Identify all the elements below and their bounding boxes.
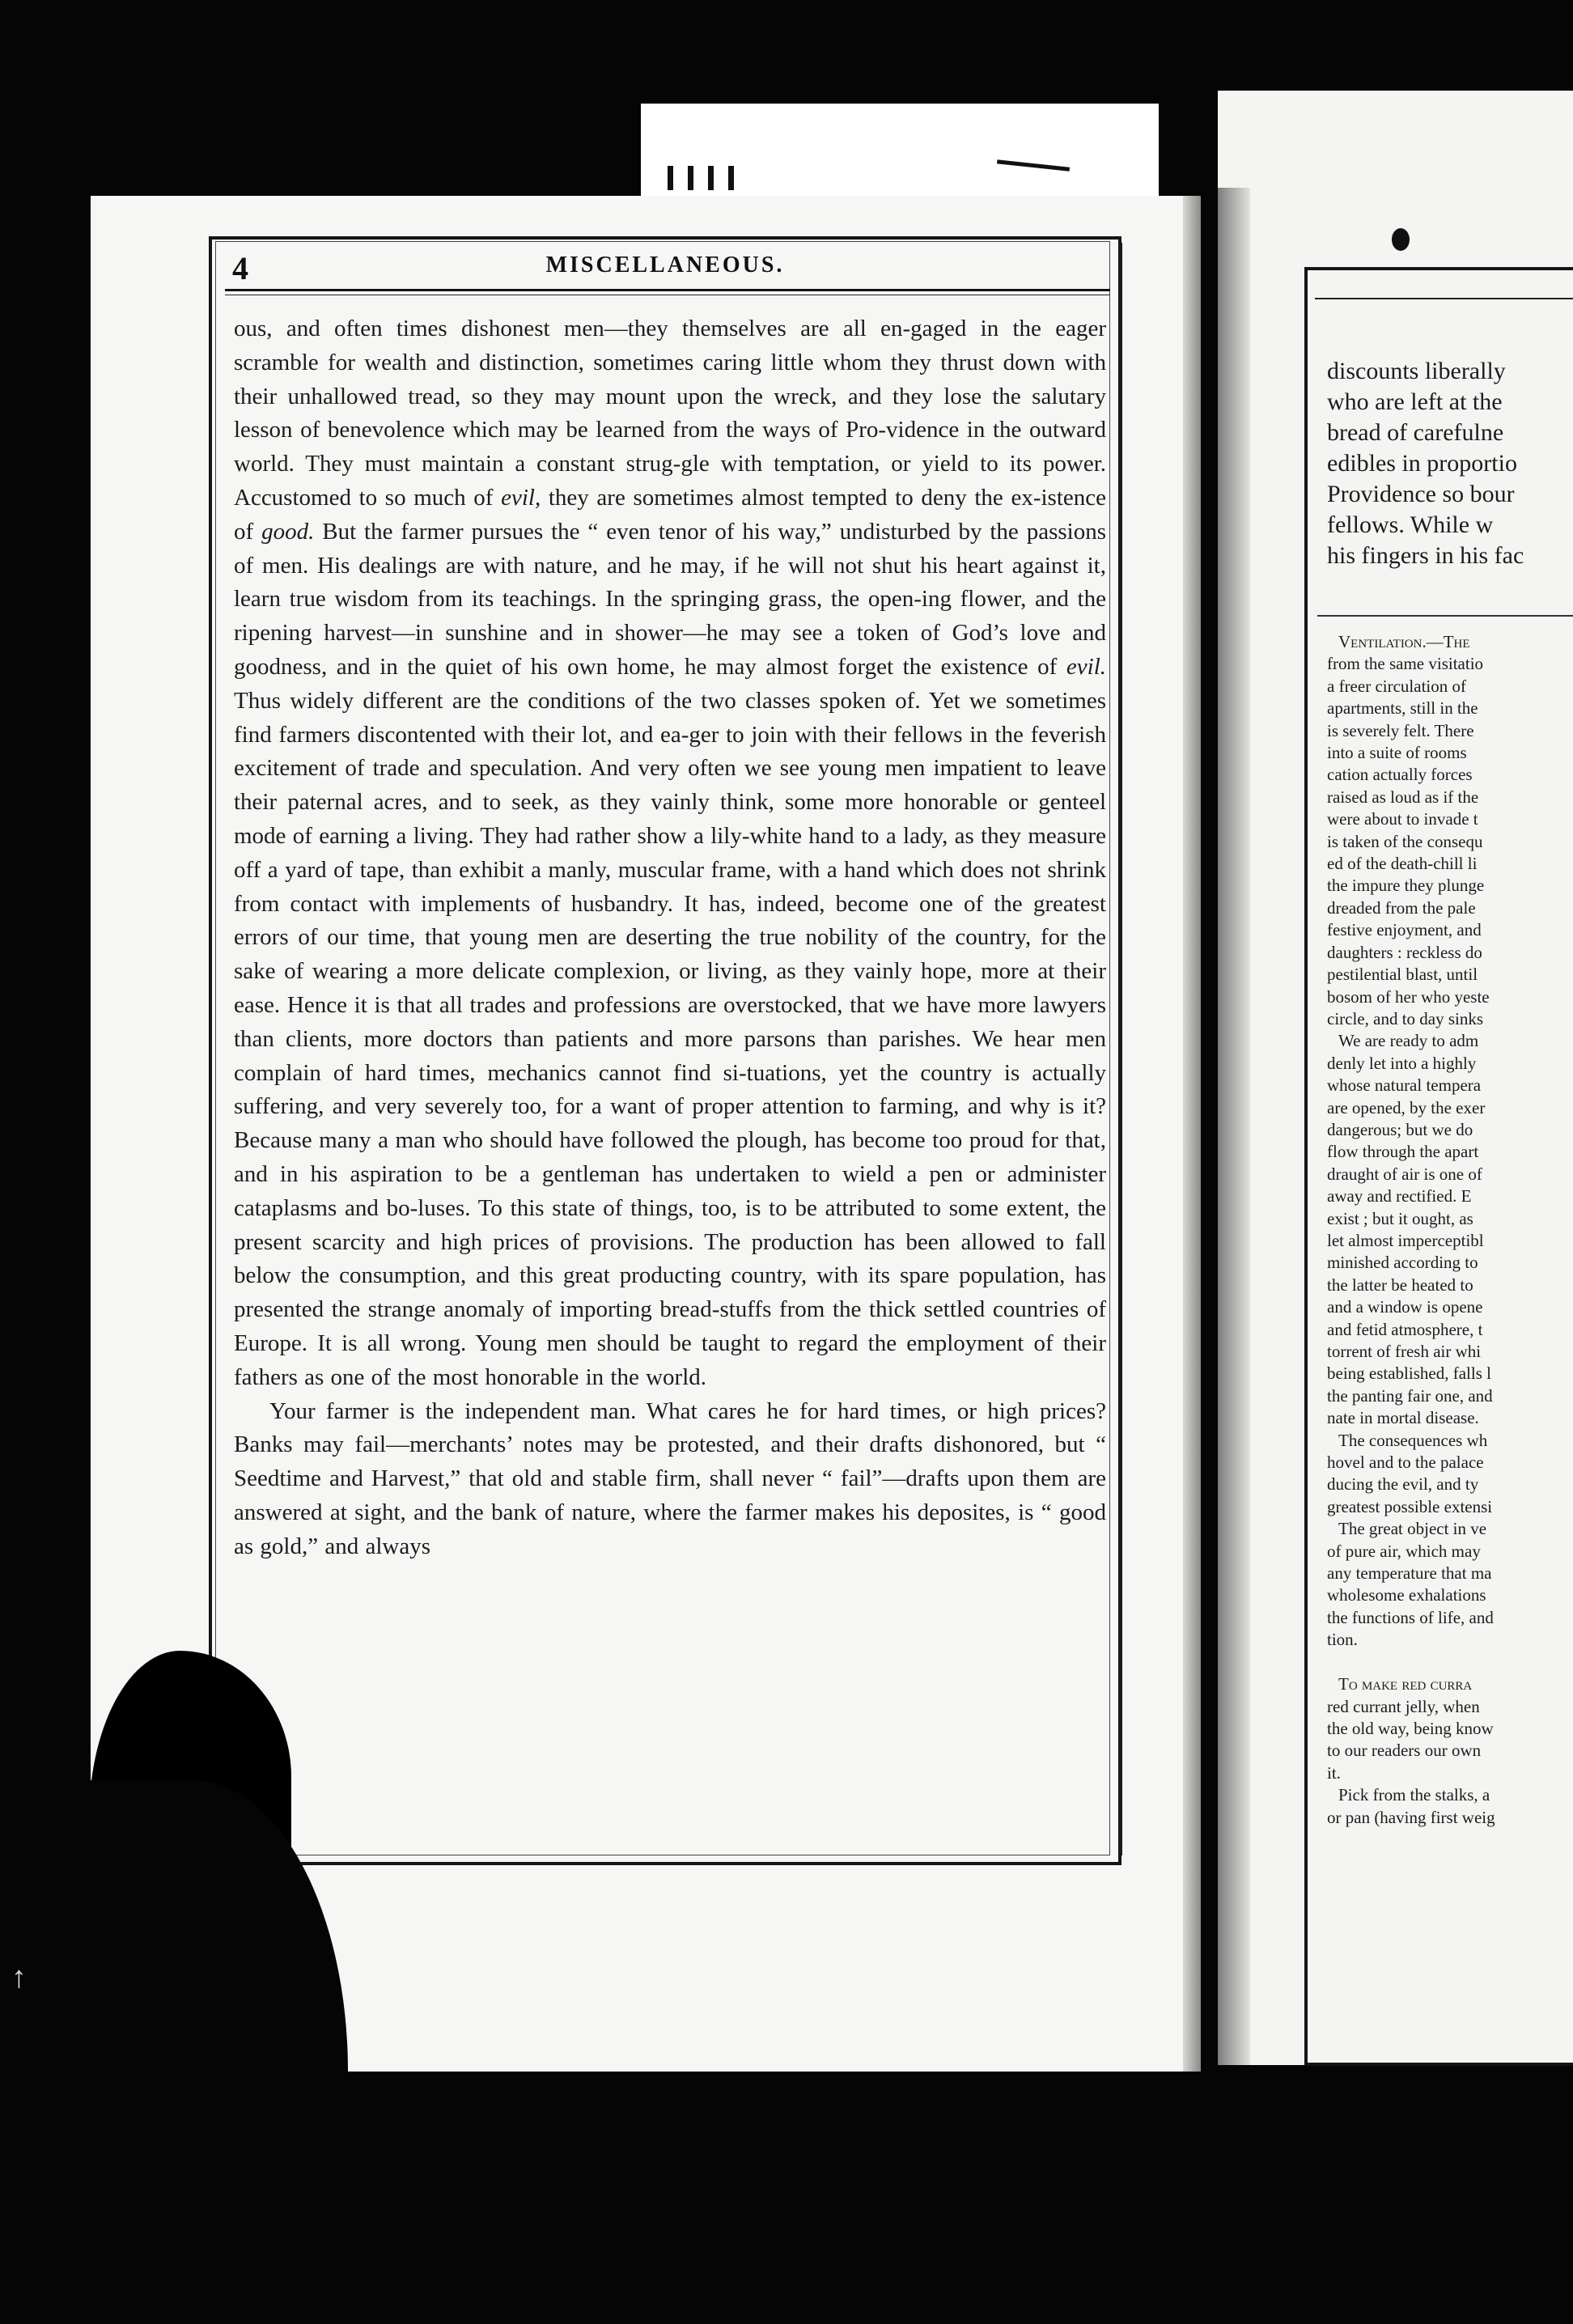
running-head: MISCELLANEOUS. [545, 252, 785, 278]
right-page-small-line: hovel and to the palace [1327, 1452, 1484, 1473]
right-page-small-line: The consequences wh [1338, 1430, 1488, 1450]
right-page-small-line [1327, 1652, 1573, 1673]
right-page-small-line: were about to invade t [1327, 809, 1478, 829]
right-page-small-line: flow through the apart [1327, 1142, 1479, 1162]
right-page-section-rule [1317, 615, 1573, 617]
right-page-small-line: draught of air is one of [1327, 1164, 1482, 1184]
article-body [234, 312, 1106, 1563]
right-page-small-text [1327, 631, 1573, 1829]
right-page-small-line: cation actually forces [1327, 765, 1473, 785]
right-page-small-line: tion. [1327, 1630, 1358, 1650]
right-page-small-line: raised as loud as if the [1327, 787, 1479, 807]
right-page-small-line: circle, and to day sinks [1327, 1008, 1484, 1028]
right-page-small-line: or pan (having first weig [1327, 1807, 1495, 1827]
right-page-line: his fingers in his fac [1327, 542, 1524, 569]
left-page-edge-shadow [1183, 196, 1201, 2072]
right-page-small-line: away and rectified. E [1327, 1186, 1472, 1207]
tab-tick-marks [668, 166, 765, 190]
text-run: they are sometimes almost tempted to deny the ex-istence of [234, 484, 1106, 545]
right-page-small-line: red currant jelly, when [1327, 1696, 1480, 1716]
right-page-small-line: ed of the death-chill li [1327, 854, 1478, 874]
right-page-line: discounts liberally [1327, 358, 1506, 384]
right-page-small-line: is taken of the consequ [1327, 831, 1483, 851]
ink-dot [1392, 228, 1410, 251]
right-page-small-line: the old way, being know [1327, 1718, 1494, 1738]
right-page-small-line: to our readers our own [1327, 1741, 1482, 1761]
right-page-small-line: the impure they plunge [1327, 876, 1485, 896]
right-page-small-line: pestilential blast, until [1327, 965, 1478, 985]
article-paragraph-2: Your farmer is the independent man. What cares he for hard times, or high prices? Banks may fail—merchants’ notes may be protested, and their drafts dishonored, but “ Seedtime and Harvest,” that old and stable firm, shall never “ fail”—drafts upon them are answered at sight, and the bank of nature, where the farmer makes his deposites, is “ good as gold,” and always [234, 1397, 1106, 1559]
page-number: 4 [232, 250, 248, 286]
right-page-small-line: Pick from the stalks, a [1338, 1785, 1490, 1805]
right-page-heading-line: To make red curra [1338, 1674, 1473, 1694]
right-page-small-line: We are ready to adm [1338, 1031, 1479, 1051]
right-page-small-line: bosom of her who yeste [1327, 986, 1490, 1007]
right-page-small-line: into a suite of rooms [1327, 743, 1467, 763]
right-page-small-line: whose natural tempera [1327, 1075, 1482, 1096]
text-run: ous, and often times dishonest men—they themselves are all en-gaged in the eager scramble for wealth and distinction, sometimes caring little whom they thrust down with their unhallowed tread, so they may mount upon the wreck, and they lose the salutary lesson of benevolence which may be learned from the ways of Pro-vidence in the outward world. They must maintain a constant strug-gle with temptation, or yield to its power. Accustomed to so much of [234, 316, 1106, 511]
right-page-small-line: it. [1327, 1762, 1341, 1783]
right-page-small-line: of pure air, which may [1327, 1541, 1481, 1561]
right-page-small-line: daughters : reckless do [1327, 942, 1482, 962]
right-page-small-line: exist ; but it ought, as [1327, 1208, 1473, 1228]
right-page-small-line: the panting fair one, and [1327, 1385, 1493, 1406]
header-rule [225, 289, 1110, 291]
right-page-line: edibles in proportio [1327, 450, 1517, 477]
right-page-small-line: is severely felt. There [1327, 720, 1474, 740]
right-page-small-line: wholesome exhalations [1327, 1585, 1486, 1605]
right-page-small-line: and a window is opene [1327, 1297, 1483, 1317]
right-page-small-line: let almost imperceptibl [1327, 1230, 1484, 1250]
right-page-small-line: a freer circulation of [1327, 676, 1466, 696]
right-page-gutter [1218, 188, 1250, 2065]
right-page-small-line: apartments, still in the [1327, 698, 1478, 719]
text-run: Thus widely different are the conditions of the two classes spoken of. Yet we sometimes find farmers discontented with their lot, and ea-ger to join with their fellows in the feverish excitement of trade and speculation. And very often we see young men impatient to leave their paternal acres, and to seek, as they vainly think, some more honorable or genteel mode of earning a living. They had rather show a lily-white hand to a lady, as they measure off a yard of tape, than exhibit a manly, muscular frame, with a hand which does not shrink from contact with implements of husbandry. It has, indeed, become one of the greatest errors of our time, that young men are deserting the true nobility of the country, for the sake of wearing a more delicate complexion, or living, as they vainly hope, more at their ease. Hence it is that all trades and professions are overstocked, that we have more lawyers than clients, more doctors than patients and more parsons than parishes. We hear men complain of hard times, mechanics cannot find si-tuations, yet the country is actually suffering, and very severely too, for a want of proper attention to farming, and why is it? Because many a man who should have followed the plough, has become too proud for that, and in his aspiration to be a gentleman has undertaken to wield a pen or administer cataplasms and bo-luses. To this state of things, too, is to be attributed to some extent, the present scarcity and high prices of provisions. The production has been allowed to fall below the consumption, and this great producting country, with its spare population, has presented the strange anomaly of importing bread-stuffs from the thick settled countries of Europe. It is all wrong. Young men should be taught to regard the employment of their fathers as one of the most honorable in the world. [234, 687, 1106, 1390]
right-page-small-line: nate in mortal disease. [1327, 1408, 1479, 1428]
right-page-line: who are left at the [1327, 388, 1503, 415]
right-page-small-line: from the same visitatio [1327, 654, 1484, 674]
text-run: But the farmer pursues the “ even tenor of his way,” undisturbed by the passions of men. His dealings are with nature, and he may, if he will not shut his heart against it, learn true wisdom from its teachings. In the springing grass, the open-ing flower, and the ripening harvest—in sunshine and in shower—he may see a token of God’s love and goodness, and in the quiet of his own home, he may almost forget the existence of [234, 518, 1106, 680]
left-column-rule [1119, 243, 1122, 1855]
right-page-heading-line: Ventilation.—The [1338, 632, 1470, 651]
right-page-small-line: any temperature that ma [1327, 1563, 1492, 1584]
right-page-small-line: and fetid atmosphere, t [1327, 1319, 1483, 1339]
right-page-small-line: torrent of fresh air whi [1327, 1342, 1482, 1361]
right-page-small-line: ducing the evil, and ty [1327, 1474, 1479, 1495]
right-page-small-line: are opened, by the exer [1327, 1097, 1486, 1117]
right-page-small-line: the latter be heated to [1327, 1274, 1473, 1295]
italic-word: evil, [501, 484, 541, 511]
right-page-large-text [1327, 356, 1573, 571]
right-page-top-rule [1315, 298, 1573, 299]
right-page-line: bread of carefulne [1327, 419, 1504, 446]
right-page-small-line: festive enjoyment, and [1327, 920, 1482, 940]
right-page-small-line: minished according to [1327, 1253, 1478, 1273]
right-page-small-line: being established, falls l [1327, 1363, 1491, 1384]
right-page-line: fellows. While w [1327, 511, 1494, 538]
right-page-small-line: denly let into a highly [1327, 1053, 1477, 1073]
right-page-small-line: dreaded from the pale [1327, 897, 1476, 918]
right-page-small-line: the functions of life, and [1327, 1607, 1494, 1627]
right-page-line: Providence so bour [1327, 481, 1515, 507]
right-page-small-line: dangerous; but we do [1327, 1119, 1473, 1139]
edge-mark-icon: ↑ [11, 1961, 27, 1995]
article-paragraph-1 [234, 312, 1106, 1395]
italic-word: evil. [1066, 653, 1106, 680]
right-page-small-line: The great object in ve [1338, 1519, 1487, 1539]
right-page-small-line: greatest possible extensi [1327, 1496, 1493, 1516]
italic-word: good. [261, 518, 315, 545]
